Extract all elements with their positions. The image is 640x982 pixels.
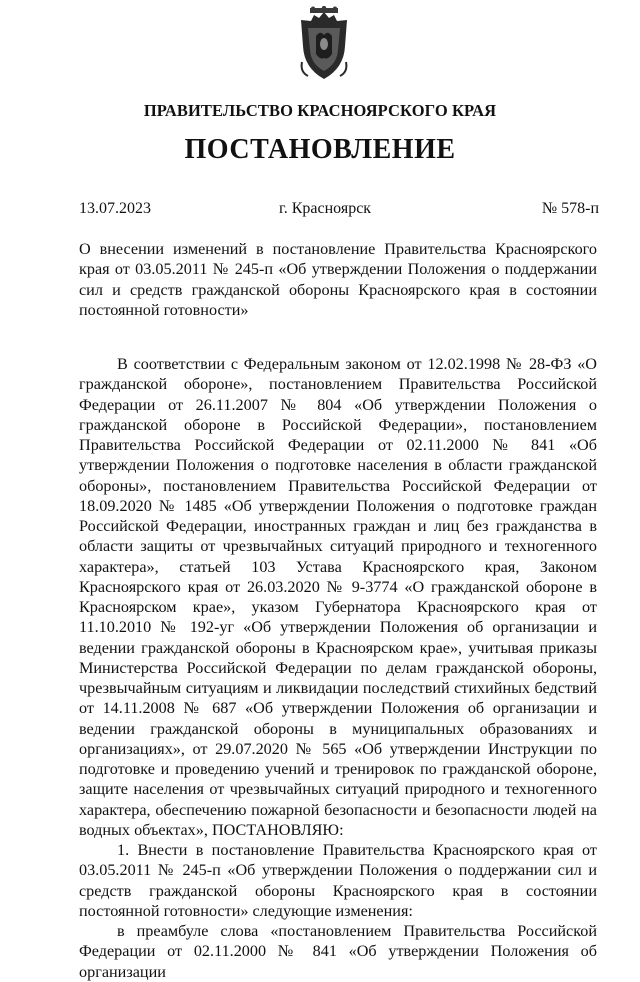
government-title: ПРАВИТЕЛЬСТВО КРАСНОЯРСКОГО КРАЯ: [143, 101, 497, 120]
document-number: № 578-п: [541, 200, 599, 217]
document-type-heading: ПОСТАНОВЛЕНИЕ: [184, 134, 456, 165]
paragraph-preamble: В соответствии с Федеральным законом от 12.02.1998 № 28-ФЗ «О гражданской обороне», постановлением Правительства Российской Федерации от 26.11.2007 № 804 «Об утверждении Положения о гражданской обороне в Российской Федерации», постановлением Правительства Российской Федерации от 02.11.2000 № 841 «Об утверждении Положения о подготовке населения в области гражданской обороны», постановлением Правительства Российской Федерации от 18.09.2020 № 1485 «Об утверждении Положения о подготовке граждан Российской Федерации, иностранных граждан и лиц без гражданства в области защиты от чрезвычайных ситуаций природного и техногенного характера», статьей 103 Устава Красноярского края, Законом Красноярского края от 26.03.2020 № 9-3774 «О гражданской обороне в Красноярском крае», указом Губернатора Красноярского края от 11.10.2010 № 192-уг «Об утверждении Положения об организации и ведении гражданской обороны в Красноярском крае», учитывая приказы Министерства Российской Федерации по делам гражданской обороны, чрезвычайным ситуациям и ликвидации последствий стихийных бедствий от 14.11.2008 № 687 «Об утверждении Положения об организации и ведении гражданской обороны в муниципальных образованиях и организациях», от 29.07.2020 № 565 «Об утверждении Инструкции по подготовке и проведению учений и тренировок по гражданской обороне, защите населения от чрезвычайных ситуаций природного и техногенного характера, обеспечению пожарной безопасности и безопасности людей на водных объектах», ПОСТАНОВЛЯЮ:: [79, 355, 597, 839]
document-date: 13.07.2023: [79, 200, 151, 217]
paragraph-item-1: 1. Внести в постановление Правительства Красноярского края от 03.05.2011 № 245-п «Об утверждении Положения о поддержании сил и средств гражданской обороны Красноярского края в состоянии постоянной готовности» следующие изменения:: [79, 841, 597, 920]
paragraph-preamble-change: в преамбуле слова «постановлением Правительства Российской Федерации от 02.11.2000 № 841 «Об утверждении Положения об организации: [79, 922, 597, 981]
document-city: г. Красноярск: [278, 200, 372, 217]
document-body: [79, 354, 597, 982]
coat-of-arms-icon: [298, 6, 350, 82]
document-subject: О внесении изменений в постановление Правительства Красноярского края от 03.05.2011 № 245-п «Об утверждении Положения о поддержании сил и средств гражданской обороны Красноярского края в состоянии постоянной готовности»: [79, 240, 597, 319]
